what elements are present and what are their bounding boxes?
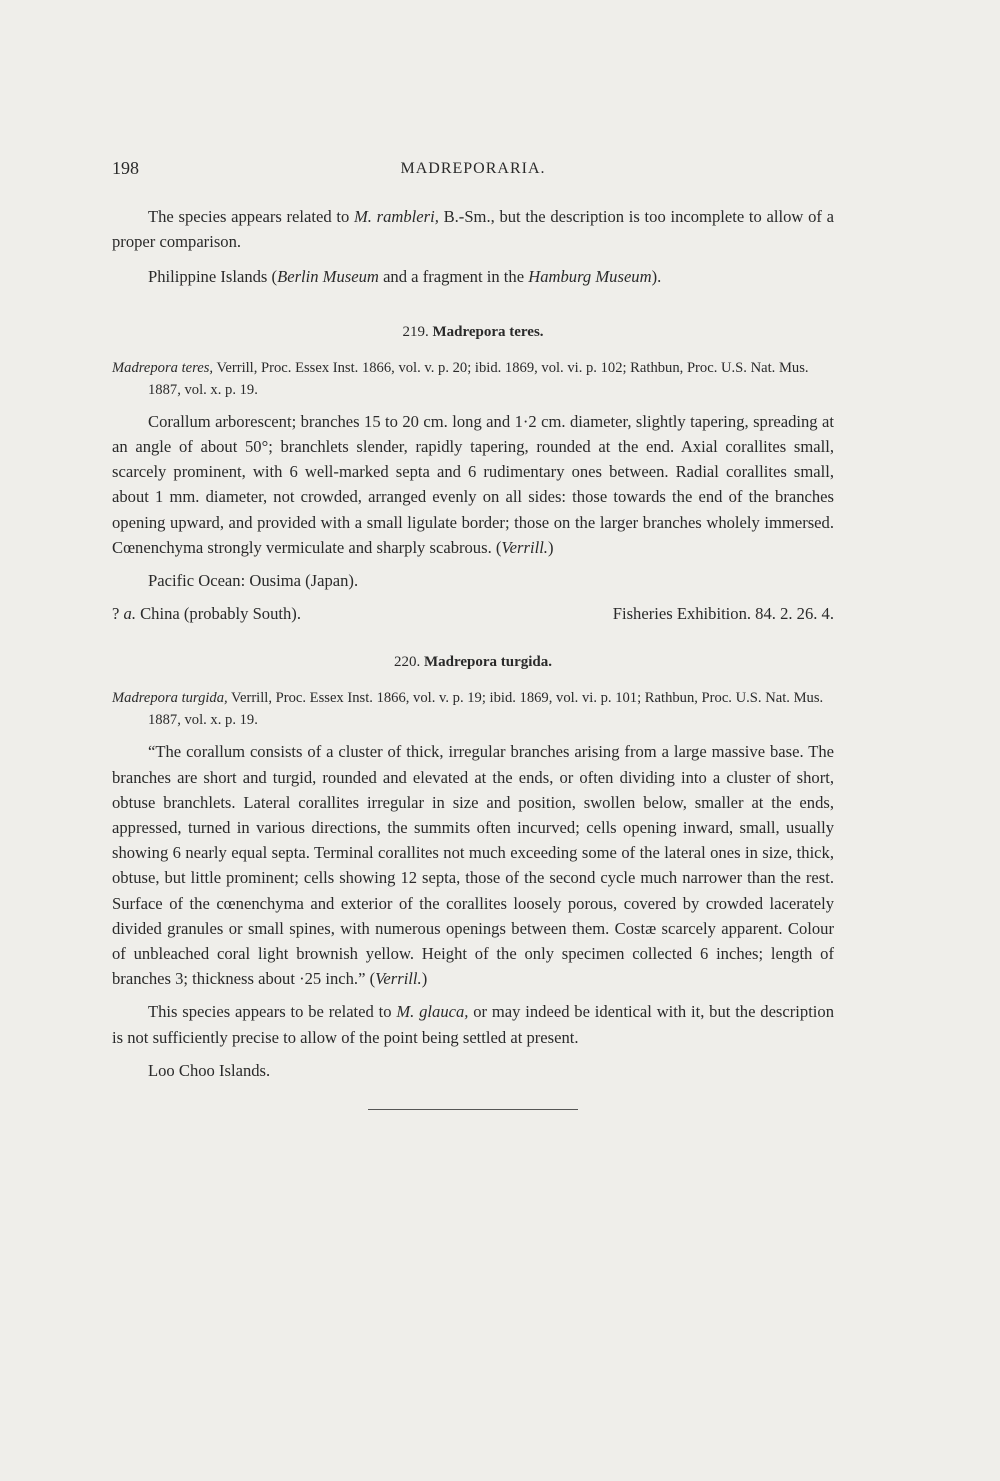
species-220-heading: 220. Madrepora turgida. [393, 654, 553, 671]
running-title: MADREPORARIA. [400, 160, 546, 177]
species-220-quote: “The corallum consists of a cluster of thick, irregular branches arising from a large massive base. The branches are short and turgid, rounded and elevated at the ends, or often dividing into a cluster of short, obtuse branchlets. Lateral corallites irregular in size and position, swollen below, smaller at the ends, appressed, turned in various directions, the summits often incurved; cells opening inward, small, usually showing 6 nearly equal septa. Terminal corallites not much exceeding some of the lateral ones in size, thick, obtuse, but little prominent; cells showing 12 septa, those of the second cycle much narrower than the rest. Surface of the cœnenchyma and exterior of the corallites loosely porous, covered by crowded lacerately divided granules or small spines, with numerous openings between them. Costæ scarcely apparent. Colour of unbleached coral light brownish yellow. Height of the only specimen collected 6 inches; length of branches 3; thickness about ·25 inch.” (Verrill.) [112, 742, 834, 989]
species-220-reference: Madrepora turgida, Verrill, Proc. Essex Inst. 1866, vol. v. p. 19; ibid. 1869, vol. vi. p. 101; Rathbun, Proc. U.S. Nat. Mus. 1887, vol. x. p. 19. [112, 690, 824, 729]
species-219-locality: Pacific Ocean: Ousima (Japan). [148, 571, 359, 591]
species-219-specimen [112, 601, 834, 626]
intro-paragraph: The species appears related to M. rambleri, B.-Sm., but the description is too incomplete to allow of a proper comparison. [112, 207, 834, 252]
specimen-label: ? a. China (probably South). [112, 604, 301, 624]
end-rule [368, 1109, 578, 1110]
specimen-register: Fisheries Exhibition. 84. 2. 26. 4. [612, 604, 834, 624]
species-219-reference: Madrepora teres, Verrill, Proc. Essex Inst. 1866, vol. v. p. 20; ibid. 1869, vol. vi. p. 102; Rathbun, Proc. U.S. Nat. Mus. 1887, vol. x. p. 19. [112, 359, 809, 398]
species-219-heading: 219. Madrepora teres. [402, 323, 544, 340]
species-219-description: Corallum arborescent; branches 15 to 20 cm. long and 1·2 cm. diameter, slightly tapering, spreading at an angle of about 50°; branchlets slender, rapidly tapering, rounded at the end. Axial corallites small, scarcely prominent, with 6 well-marked septa and 6 rudimentary ones between. Radial corallites small, about 1 mm. diameter, not crowded, arranged evenly on all sides: those towards the end of the branches opening upward, and provided with a small ligulate border; those on the larger branches wholely immersed. Cœnenchyma strongly vermiculate and sharply scabrous. (Verrill.) [112, 411, 834, 557]
page-number: 198 [112, 158, 139, 178]
species-220-locality: Loo Choo Islands. [148, 1060, 271, 1080]
intro-locality: Philippine Islands (Berlin Museum and a fragment in the Hamburg Museum). [148, 267, 662, 287]
species-220-note: This species appears to be related to M. glauca, or may indeed be identical with it, but the description is not sufficiently precise to allow of the point being settled at present. [112, 1002, 835, 1047]
page-body [112, 204, 834, 1110]
document-page [112, 0, 834, 1481]
